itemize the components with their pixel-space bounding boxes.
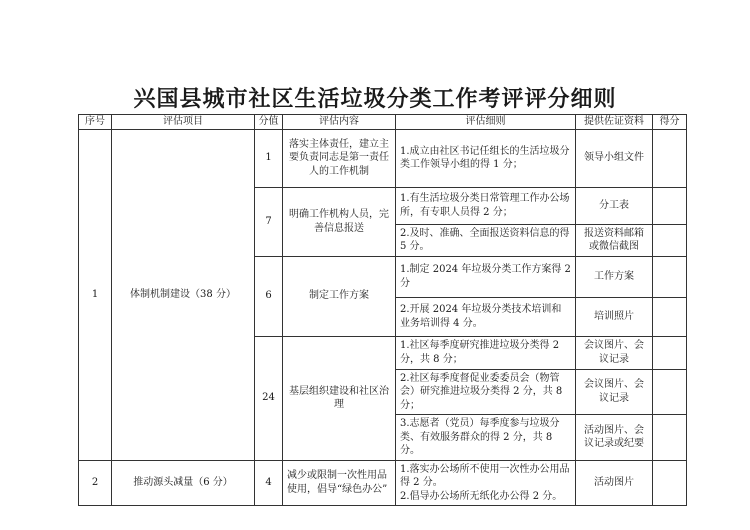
- detail-cell: 2.社区每季度督促业委委员会（物管会）研究推进垃圾分类得 2 分，共 8 分；: [396, 369, 576, 415]
- section-item: 体制机制建设（38 分）: [112, 129, 255, 460]
- evidence-cell: 工作方案: [576, 256, 653, 297]
- header-points: 得分: [653, 115, 687, 130]
- evidence-cell: 活动图片、会议记录或纪要: [576, 415, 653, 461]
- header-content: 评估内容: [283, 115, 396, 130]
- group-content: 减少或限制一次性用品使用，倡导“绿色办公”: [283, 460, 396, 506]
- points-cell: [653, 224, 687, 256]
- table-row: [79, 460, 687, 506]
- group-score: 1: [255, 129, 283, 187]
- header-item: 评估项目: [112, 115, 255, 130]
- header-score: 分值: [255, 115, 283, 130]
- group-score: 7: [255, 187, 283, 256]
- evidence-cell: 分工表: [576, 187, 653, 224]
- points-cell: [653, 256, 687, 297]
- detail-cell: 1.社区每季度研究推进垃圾分类得 2 分，共 8 分；: [396, 336, 576, 369]
- points-cell: [653, 336, 687, 369]
- detail-cell: 2.及时、准确、全面报送资料信息的得 5 分。: [396, 224, 576, 256]
- evidence-cell: 会议图片、会议记录: [576, 336, 653, 369]
- header-evidence: 提供佐证资料: [576, 115, 653, 130]
- points-cell: [653, 460, 687, 506]
- group-content: 明确工作机构人员，完善信息报送: [283, 187, 396, 256]
- group-content: 基层组织建设和社区治理: [283, 336, 396, 460]
- evidence-cell: 活动图片: [576, 460, 653, 506]
- section-item: 推动源头减量（6 分）: [112, 460, 255, 506]
- header-row: [79, 115, 687, 130]
- group-score: 24: [255, 336, 283, 460]
- points-cell: [653, 297, 687, 336]
- points-cell: [653, 187, 687, 224]
- detail-cell: 1.制定 2024 年垃圾分类工作方案得 2 分: [396, 256, 576, 297]
- points-cell: [653, 415, 687, 461]
- detail-cell: 3.志愿者（党员）每季度参与垃圾分类、有效服务群众的得 2 分，共 8 分。: [396, 415, 576, 461]
- group-content: 制定工作方案: [283, 256, 396, 336]
- section-no: 2: [79, 460, 112, 506]
- detail-cell: 1.有生活垃圾分类日常管理工作办公场所，有专职人员得 2 分；: [396, 187, 576, 224]
- header-no: 序号: [79, 115, 112, 130]
- group-score: 4: [255, 460, 283, 506]
- section-no: 1: [79, 129, 112, 460]
- group-content: 落实主体责任，建立主要负责同志是第一责任人的工作机制: [283, 129, 396, 187]
- evidence-cell: 培训照片: [576, 297, 653, 336]
- header-detail: 评估细则: [396, 115, 576, 130]
- group-score: 6: [255, 256, 283, 336]
- points-cell: [653, 369, 687, 415]
- detail-cell: 1.落实办公场所不使用一次性办公用品得 2 分。 2.倡导办公场所无纸化办公得 2 分。: [396, 460, 576, 506]
- evidence-cell: 会议图片、会议记录: [576, 369, 653, 415]
- rubric-table: [78, 114, 687, 506]
- page-title: 兴国县城市社区生活垃圾分类工作考评评分细则: [133, 87, 617, 112]
- evidence-cell: 报送资料邮箱或微信截图: [576, 224, 653, 256]
- table-row: [79, 129, 687, 187]
- detail-cell: 2.开展 2024 年垃圾分类技术培训和业务培训得 4 分。: [396, 297, 576, 336]
- detail-cell: 1.成立由社区书记任组长的生活垃圾分类工作领导小组的得 1 分；: [396, 129, 576, 187]
- evidence-cell: 领导小组文件: [576, 129, 653, 187]
- points-cell: [653, 129, 687, 187]
